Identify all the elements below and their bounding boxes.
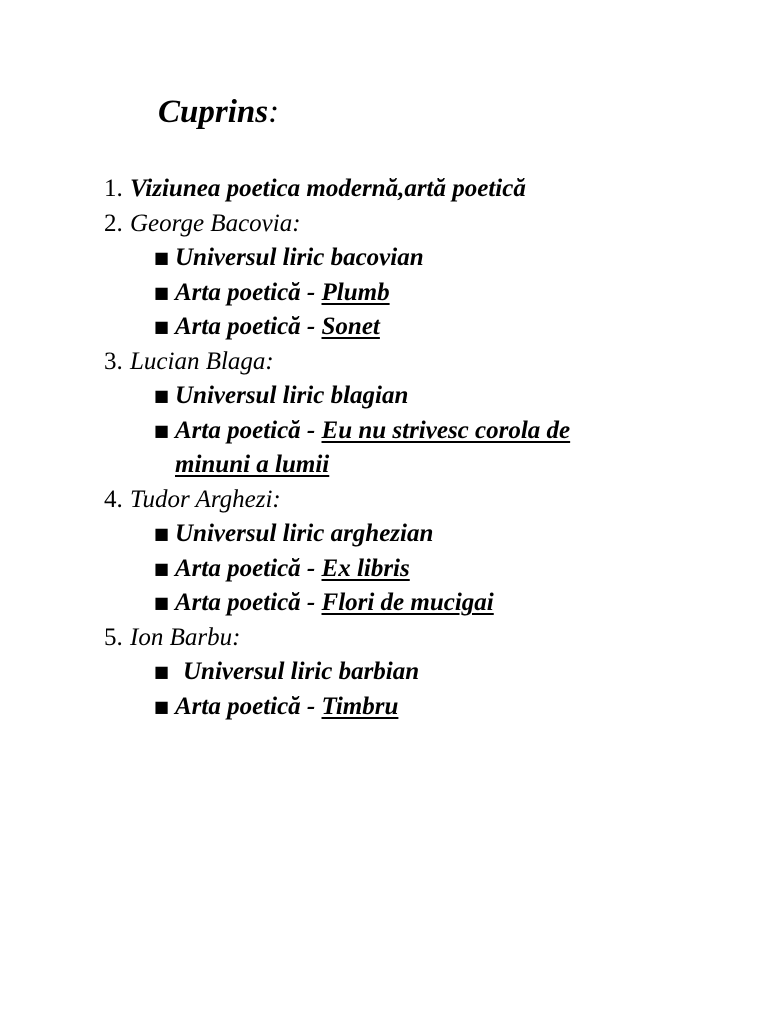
square-bullet-icon: ■ — [154, 524, 170, 543]
toc-item — [104, 276, 704, 311]
toc-item — [104, 690, 704, 725]
square-bullet-icon: ■ — [154, 248, 170, 267]
toc-item-text — [175, 690, 398, 725]
section-title — [130, 483, 281, 518]
section-title-text: Lucian Blaga — [130, 347, 266, 375]
toc-item-text — [175, 310, 380, 345]
section-number: 4. — [104, 485, 123, 513]
toc-item-prefix: Arta poetică - — [175, 278, 322, 306]
toc-item-text — [175, 414, 570, 449]
toc-item-text — [175, 276, 390, 311]
section-title-text: Tudor Arghezi — [130, 485, 273, 513]
toc-item-text — [175, 586, 494, 621]
square-bullet-icon: ■ — [154, 386, 170, 405]
section-number: 2. — [104, 209, 123, 237]
table-of-contents — [104, 172, 704, 724]
toc-item-prefix: Arta poetică - — [175, 416, 322, 444]
toc-section-1 — [104, 172, 704, 207]
section-title-text: George Bacovia — [130, 209, 293, 237]
section-number: 3. — [104, 347, 123, 375]
section-title: Viziunea poetica modernă,artă poetică — [130, 175, 526, 202]
toc-section-2 — [104, 207, 704, 242]
toc-item-link[interactable]: Sonet — [321, 313, 380, 340]
toc-section-3 — [104, 345, 704, 380]
toc-item-link[interactable]: Eu nu strivesc corola de — [321, 416, 571, 444]
square-bullet-icon: ■ — [154, 593, 170, 612]
toc-item-link[interactable]: Timbru — [321, 692, 399, 720]
toc-item-prefix: Arta poetică - — [175, 313, 322, 340]
section-number: 5. — [104, 623, 123, 651]
toc-item-text: Universul liric arghezian — [175, 520, 434, 547]
toc-item-text — [175, 552, 410, 587]
toc-item-text: Universul liric barbian — [183, 658, 420, 685]
section-title — [130, 621, 240, 656]
toc-item — [104, 586, 704, 621]
square-bullet-icon: ■ — [154, 317, 170, 336]
toc-item — [104, 655, 704, 690]
toc-item — [104, 379, 704, 414]
toc-item-continuation — [104, 448, 704, 483]
title-colon: : — [268, 94, 280, 130]
section-title — [130, 345, 274, 380]
square-bullet-icon: ■ — [154, 420, 170, 440]
toc-item-prefix: Arta poetică - — [175, 589, 322, 616]
toc-item-link-continuation[interactable]: minuni a lumii — [175, 451, 330, 478]
toc-item — [104, 552, 704, 587]
toc-item-text: Universul liric bacovian — [175, 244, 424, 271]
toc-item — [104, 517, 704, 552]
section-colon: : — [232, 623, 241, 651]
section-colon: : — [265, 347, 274, 375]
square-bullet-icon: ■ — [154, 282, 170, 302]
title-text: Cuprins — [158, 94, 269, 130]
section-title-text: Ion Barbu — [130, 623, 233, 651]
toc-item-link[interactable]: Ex libris — [321, 554, 410, 582]
section-number: 1. — [104, 175, 123, 202]
toc-item-link[interactable]: Flori de mucigai — [321, 589, 494, 616]
toc-item-text: Universul liric blagian — [175, 382, 409, 409]
page-title — [158, 92, 279, 132]
square-bullet-icon: ■ — [154, 696, 170, 716]
toc-item — [104, 241, 704, 276]
section-colon: : — [272, 485, 281, 513]
toc-item — [104, 310, 704, 345]
square-bullet-icon: ■ — [154, 558, 170, 578]
toc-section-5 — [104, 621, 704, 656]
toc-item-prefix: Arta poetică - — [175, 554, 322, 582]
toc-item — [104, 414, 704, 449]
toc-section-4 — [104, 483, 704, 518]
section-title — [130, 207, 301, 242]
toc-item-link[interactable]: Plumb — [321, 278, 390, 306]
toc-item-prefix: Arta poetică - — [175, 692, 322, 720]
section-colon: : — [292, 209, 301, 237]
square-bullet-icon: ■ — [154, 662, 170, 681]
